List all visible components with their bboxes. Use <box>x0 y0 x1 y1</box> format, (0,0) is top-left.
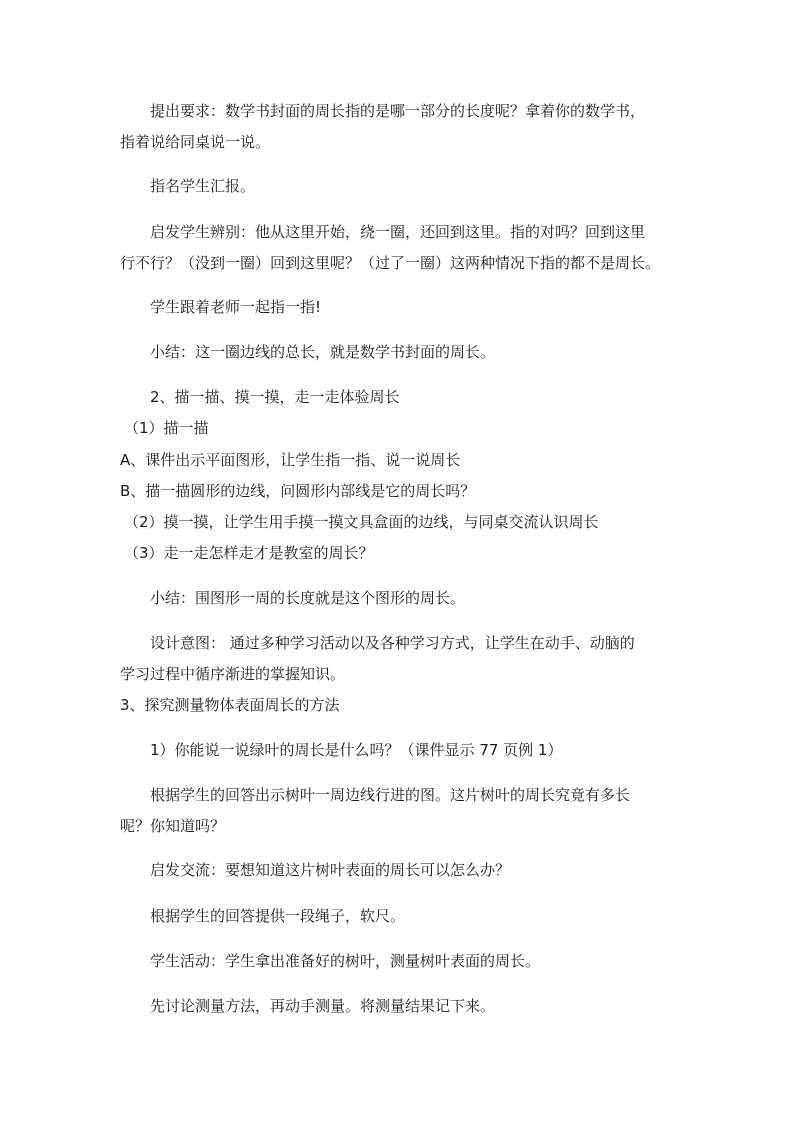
subitem-2: （2）摸一摸，让学生用手摸一摸文具盒面的边线，与同桌交流认识周长 <box>124 513 599 531</box>
subitem-b: B、描一描圆形的边线，问圆形内部线是它的周长吗？ <box>120 482 476 500</box>
paragraph-discussion: 启发交流：要想知道这片树叶表面的周长可以怎么办？ <box>150 861 511 879</box>
paragraph-2: 指名学生汇报。 <box>150 177 256 195</box>
subitem-a: A、课件出示平面图形，让学生指一指、说一说周长 <box>120 451 461 469</box>
subitem-1: （1）描一描 <box>124 419 209 437</box>
paragraph-5: 小结：这一圈边线的总长，就是数学书封面的周长。 <box>150 343 496 361</box>
paragraph-leaf-line-1: 根据学生的回答出示树叶一周边线行进的图。这片树叶的周长究竟有多长 <box>150 786 631 804</box>
subitem-3: （3）走一走怎样走才是教室的周长？ <box>124 544 374 562</box>
section-3-heading: 3、探究测量物体表面周长的方法 <box>120 696 340 714</box>
paragraph-leaf-question: 1）你能说一说绿叶的周长是什么吗？（课件显示 77 页例 1） <box>150 741 563 759</box>
section-2-heading: 2、描一描、摸一摸，走一走体验周长 <box>150 388 400 406</box>
paragraph-tools: 根据学生的回答提供一段绳子，软尺。 <box>150 907 406 925</box>
paragraph-summary-2: 小结：围图形一周的长度就是这个图形的周长。 <box>150 589 466 607</box>
paragraph-3-line-2: 行不行？（没到一圈）回到这里呢？（过了一圈）这两种情况下指的都不是周长。 <box>120 254 661 272</box>
paragraph-4: 学生跟着老师一起指一指! <box>150 298 322 316</box>
paragraph-1-line-2: 指着说给同桌说一说。 <box>120 133 271 151</box>
paragraph-measure: 先讨论测量方法，再动手测量。将测量结果记下来。 <box>150 997 496 1015</box>
paragraph-activity: 学生活动：学生拿出准备好的树叶，测量树叶表面的周长。 <box>150 952 541 970</box>
design-intent-line-2: 学习过程中循序渐进的掌握知识。 <box>120 665 346 683</box>
design-intent-line-1: 设计意图： 通过多种学习活动以及各种学习方式，让学生在动手、动脑的 <box>150 634 635 652</box>
paragraph-3-line-1: 启发学生辨别：他从这里开始，绕一圈，还回到这里。指的对吗？回到这里 <box>150 223 646 241</box>
paragraph-leaf-line-2: 呢？你知道吗？ <box>120 817 226 835</box>
paragraph-1-line-1: 提出要求：数学书封面的周长指的是哪一部分的长度呢？拿着你的数学书， <box>150 102 646 120</box>
